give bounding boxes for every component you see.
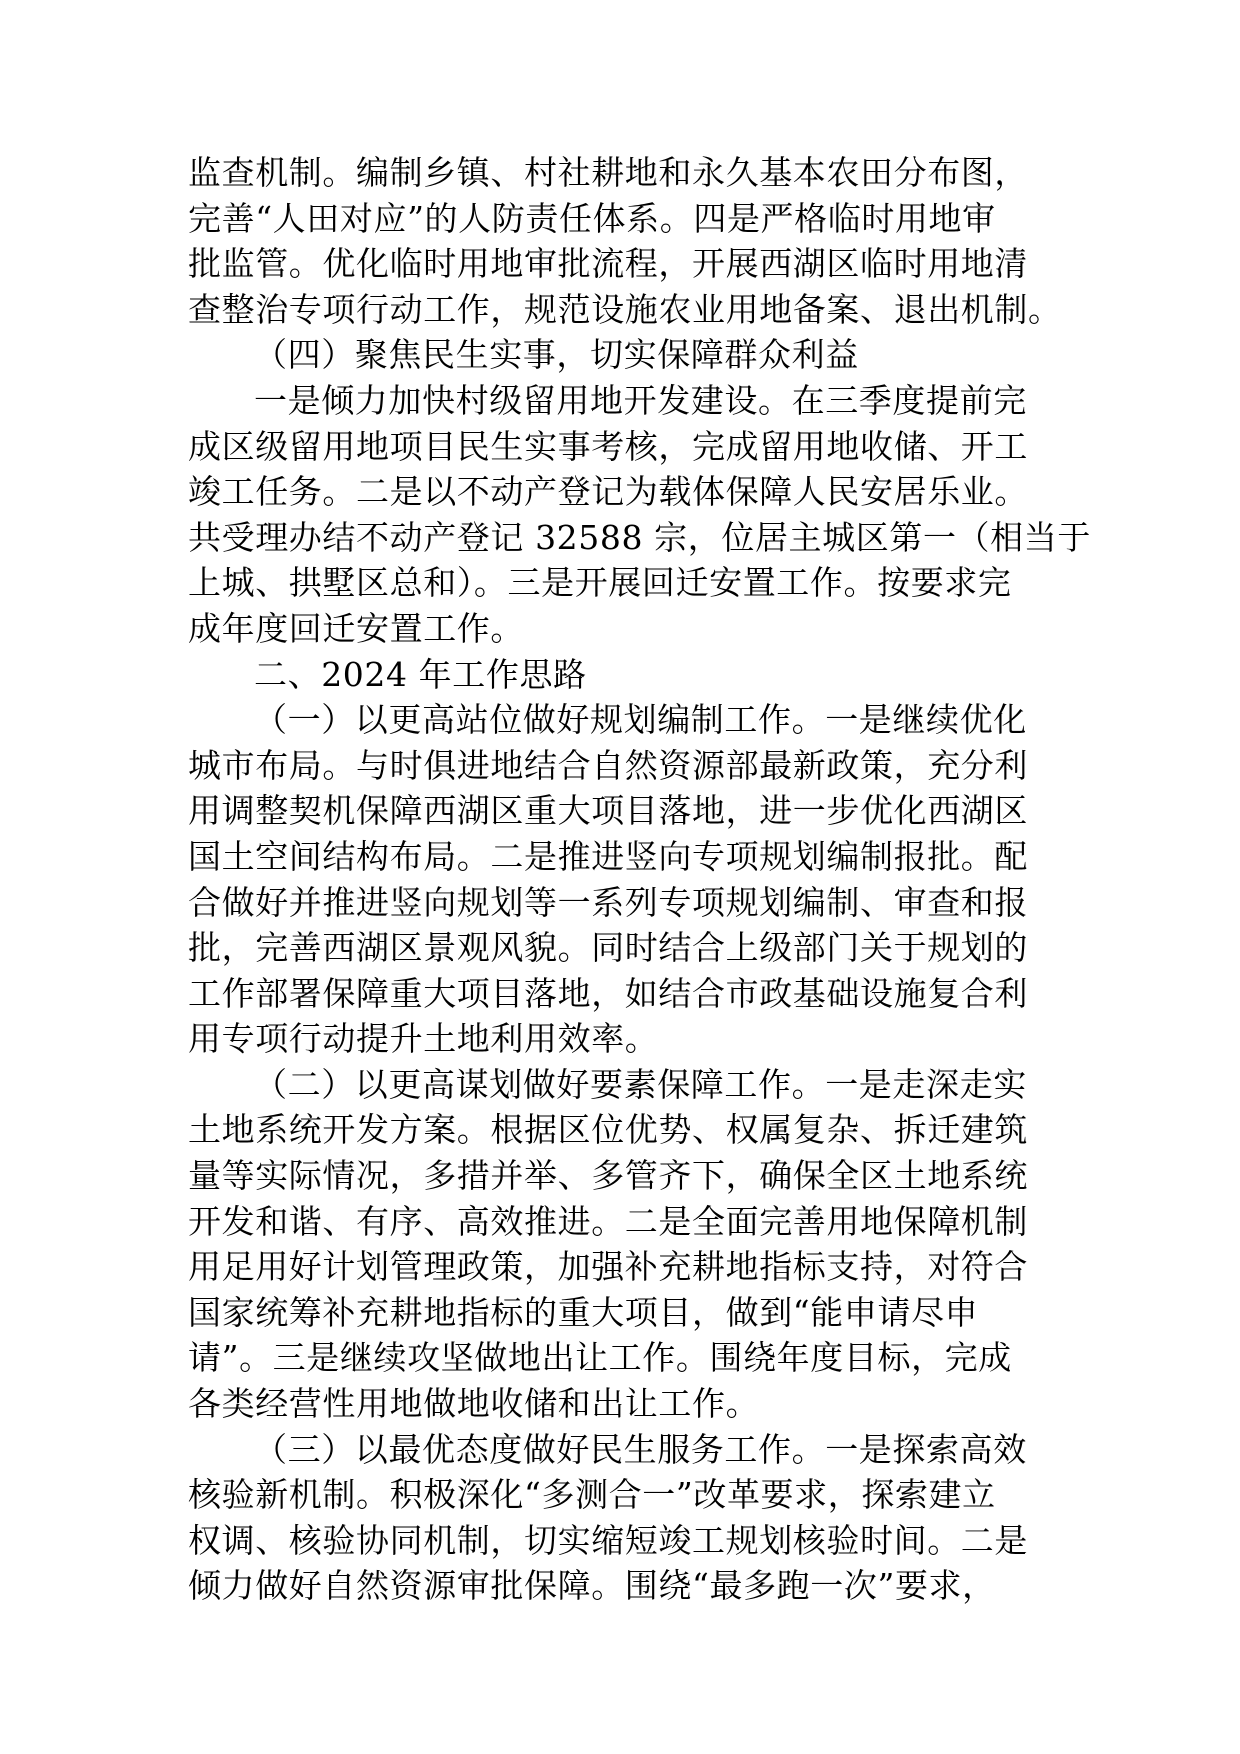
document-body: [188, 150, 1091, 1609]
text-line: 权调、核验协同机制，切实缩短竣工规划核验时间。二是: [188, 1520, 1028, 1560]
text-line: 竣工任务。二是以不动产登记为载体保障人民安居乐业。: [188, 472, 1028, 512]
text-line: 成区级留用地项目民生实事考核，完成留用地收储、开工: [188, 426, 1028, 466]
text-line: 国家统筹补充耕地指标的重大项目，做到“能申请尽申: [188, 1292, 979, 1332]
text-line: 土地系统开发方案。根据区位优势、权属复杂、拆迁建筑: [188, 1110, 1028, 1150]
paragraph-start: （一）以更高站位做好规划编制工作。一是继续优化: [254, 700, 1027, 740]
paragraph-start: 一是倾力加快村级留用地开发建设。在三季度提前完: [254, 380, 1027, 420]
text-line: 城市布局。与时俱进地结合自然资源部最新政策，充分利: [188, 745, 1028, 785]
text-line: 国土空间结构布局。二是推进竖向专项规划编制报批。配: [188, 836, 1028, 876]
text-line: 共受理办结不动产登记 32588 宗，位居主城区第一（相当于: [188, 517, 1091, 557]
section-heading: （四）聚焦民生实事，切实保障群众利益: [254, 335, 859, 375]
text-line: 查整治专项行动工作，规范设施农业用地备案、退出机制。: [188, 289, 1062, 329]
text-line: 各类经营性用地做地收储和出让工作。: [188, 1384, 760, 1424]
text-line: 成年度回迁安置工作。: [188, 608, 524, 648]
text-line: 用调整契机保障西湖区重大项目落地，进一步优化西湖区: [188, 791, 1028, 831]
text-line: 开发和谐、有序、高效推进。二是全面完善用地保障机制: [188, 1201, 1028, 1241]
chapter-heading: 二、2024 年工作思路: [254, 654, 587, 694]
text-line: 倾力做好自然资源审批保障。围绕“最多跑一次”要求，: [188, 1566, 996, 1606]
paragraph-start: （二）以更高谋划做好要素保障工作。一是走深走实: [254, 1064, 1027, 1104]
text-line: 核验新机制。积极深化“多测合一”改革要求，探索建立: [188, 1475, 996, 1515]
text-line: 请”。三是继续攻坚做地出让工作。围绕年度目标，完成: [188, 1338, 1012, 1378]
text-line: 监查机制。编制乡镇、村社耕地和永久基本农田分布图，: [188, 153, 1028, 192]
text-line: 用足用好计划管理政策，加强补充耕地指标支持，对符合: [188, 1247, 1028, 1287]
text-line: 批，完善西湖区景观风貌。同时结合上级部门关于规划的: [188, 928, 1028, 968]
text-line: 完善“人田对应”的人防责任体系。四是严格临时用地审: [188, 198, 996, 238]
text-line: 量等实际情况，多措并举、多管齐下，确保全区土地系统: [188, 1156, 1028, 1196]
text-line: 工作部署保障重大项目落地，如结合市政基础设施复合利: [188, 973, 1028, 1013]
text-line: 批监管。优化临时用地审批流程，开展西湖区临时用地清: [188, 244, 1028, 284]
text-line: 上城、拱墅区总和）。三是开展回迁安置工作。按要求完: [188, 563, 1012, 603]
text-line: 用专项行动提升土地利用效率。: [188, 1019, 659, 1059]
paragraph-start: （三）以最优态度做好民生服务工作。一是探索高效: [254, 1429, 1027, 1469]
text-line: 合做好并推进竖向规划等一系列专项规划编制、审查和报: [188, 882, 1028, 922]
